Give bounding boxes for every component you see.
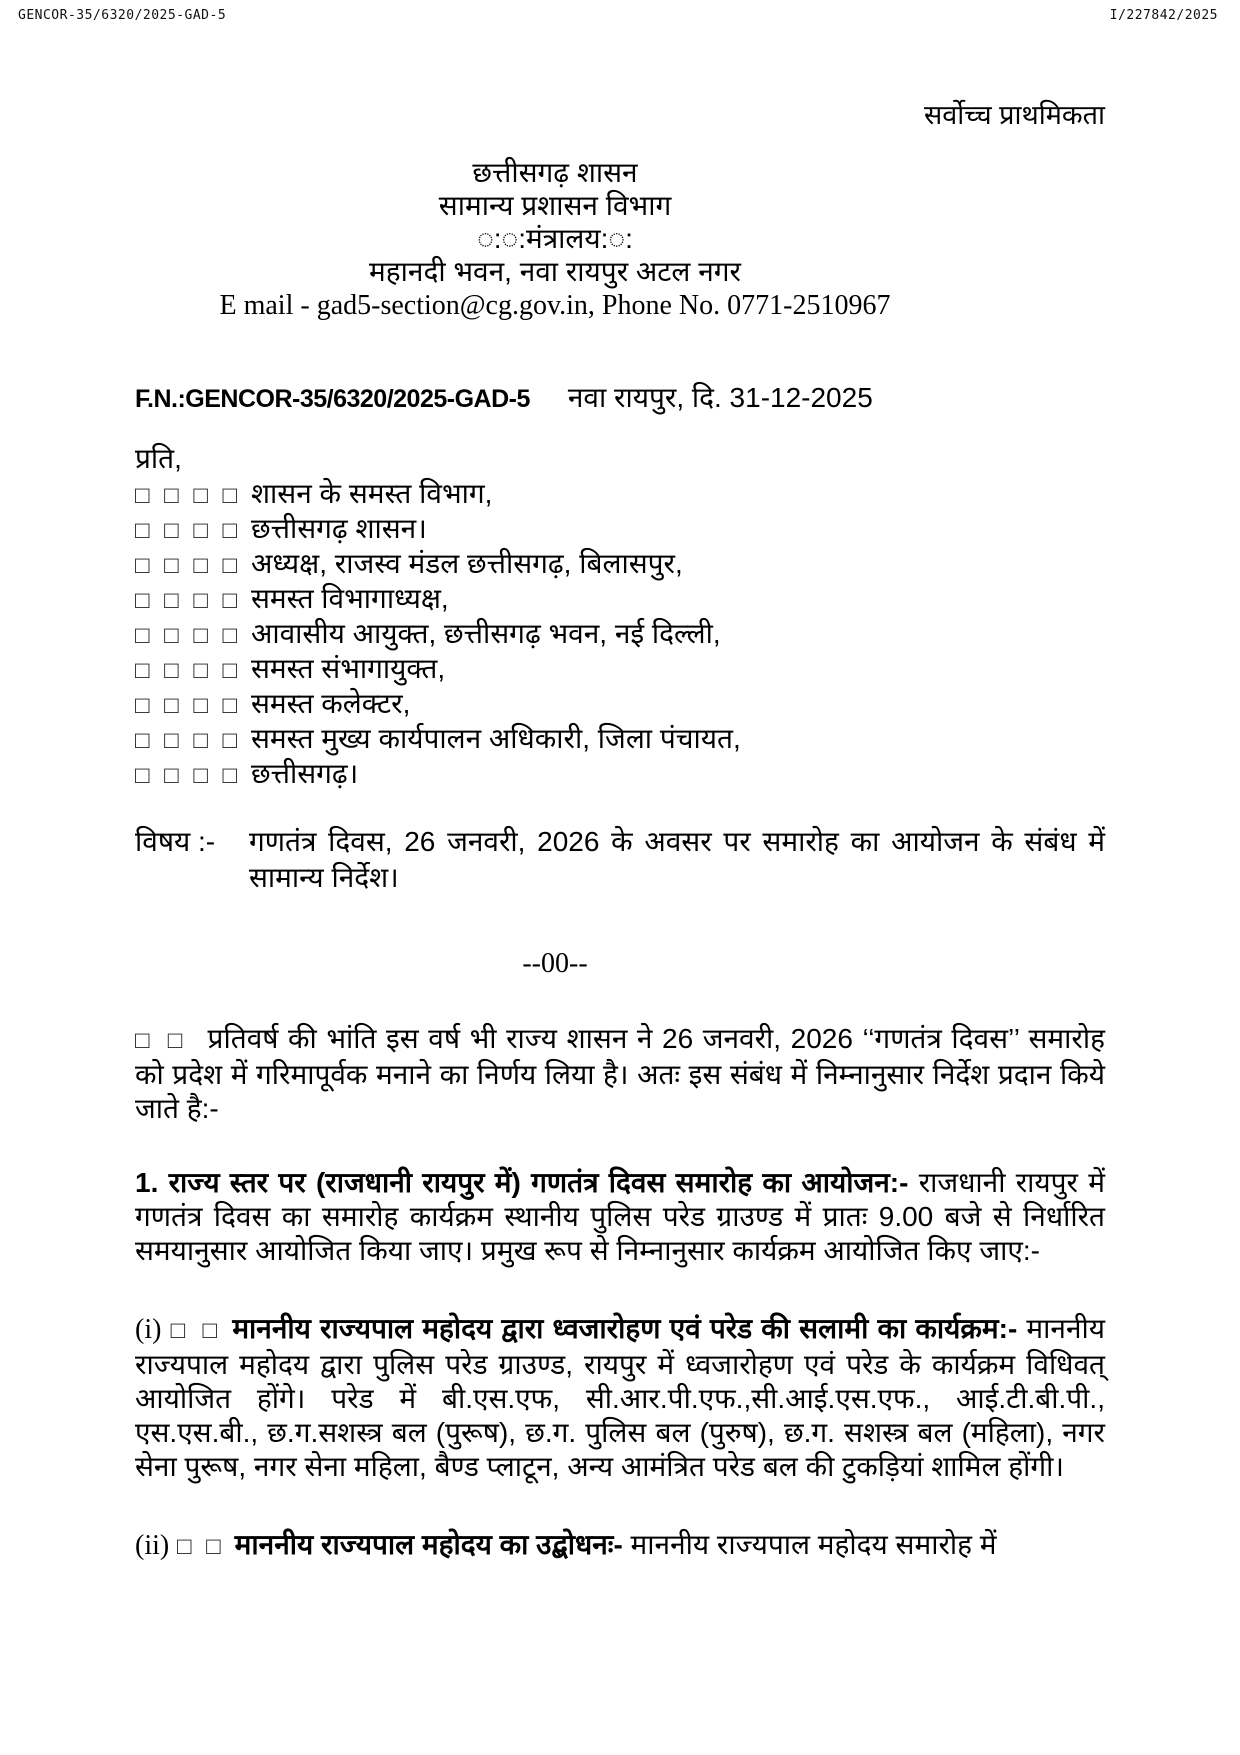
addressee-row [135,512,1105,547]
priority-note: सर्वोच्च प्राथमिकता [924,100,1105,130]
letterhead-ministry-line: ◌:◌:मंत्रालय:◌: [477,223,633,254]
addressee-list [135,477,1105,792]
missing-glyph-boxes: □ □ □ □ [135,482,241,509]
missing-glyph-boxes: □ □ □ □ [135,727,241,754]
addressee-text: समस्त मुख्य कार्यपालन अधिकारी, जिला पंचायत, [251,723,741,754]
missing-glyph-boxes: □ □ [170,1317,223,1344]
addressee-row [135,757,1105,792]
missing-glyph-boxes: □ □ [135,1027,188,1054]
section-1-body: राजधानी रायपुर में गणतंत्र दिवस का समारोह कार्यक्रम स्थानीय पुलिस परेड ग्राउण्ड में प्रातः 9.00 बजे से निर्धारित समयानुसार आयोजित किया जाए। प्रमुख रूप से निम्नानुसार कार्यक्रम आयोजित किए जाए:- [135,1167,1105,1266]
missing-glyph-boxes: □ □ □ □ [135,587,241,614]
item-i-paragraph [135,1312,1105,1484]
subject-text: गणतंत्र दिवस, 26 जनवरी, 2026 के अवसर पर समारोह का आयोजन के संबंध में सामान्य निर्देश। [249,826,1105,893]
addressee-text: छत्तीसगढ़। [251,758,359,789]
header-file-code: GENCOR-35/6320/2025-GAD-5 [18,8,227,23]
missing-glyph-boxes: □ □ □ □ [135,622,241,649]
addressee-text: आवासीय आयुक्त, छत्तीसगढ़ भवन, नई दिल्ली, [251,618,721,649]
addressee-row [135,582,1105,617]
item-i-body: माननीय राज्यपाल महोदय द्वारा पुलिस परेड ग्राउण्ड, रायपुर में ध्वजारोहण एवं परेड के कार्यक्रम विधिवत् आयोजित होंगे। परेड में बी.एस.एफ, सी.आर.पी.एफ.,सी.आई.एस.एफ., आई.टी.बी.पी., एस.एस.बी., छ.ग.सशस्त्र बल (पुरूष), छ.ग. पुलिस बल (पुरुष), छ.ग. सशस्त्र बल (महिला), नगर सेना पुरूष, नगर सेना महिला, बैण्ड प्लाटून, अन्य आमंत्रित परेड बल की टुकड़ियां शामिल होंगी। [135,1313,1105,1482]
item-ii-heading: माननीय राज्यपाल महोदय का उद्बोधनः- [234,1529,623,1560]
separator-00: --00-- [522,948,588,979]
addressee-row [135,477,1105,512]
file-number: F.N.:GENCOR-35/6320/2025-GAD-5 [135,385,530,413]
addressee-text: छत्तीसगढ़ शासन। [251,513,427,544]
letterhead-address: महानदी भवन, नवा रायपुर अटल नगर [369,256,741,287]
addressee-text: समस्त संभागायुक्त, [251,653,446,684]
addressee-text: समस्त विभागाध्यक्ष, [251,583,449,614]
section-1-paragraph [135,1166,1105,1268]
missing-glyph-boxes: □ □ □ □ [135,692,241,719]
letterhead-government: छत्तीसगढ़ शासन [472,157,638,188]
letterhead [135,156,975,324]
place-and-date: नवा रायपुर, दि. 31-12-2025 [567,382,873,413]
missing-glyph-boxes: □ □ □ □ [135,762,241,789]
section-1-heading: 1. राज्य स्तर पर (राजधानी रायपुर में) गणतंत्र दिवस समारोह का आयोजन:- [135,1167,909,1198]
addressee-text: शासन के समस्त विभाग, [251,478,493,509]
addressee-row [135,617,1105,652]
addressee-row [135,687,1105,722]
letterhead-department: सामान्य प्रशासन विभाग [438,190,672,221]
missing-glyph-boxes: □ □ [177,1533,225,1560]
item-ii-paragraph [135,1528,1105,1564]
salutation: प्रति, [135,443,182,474]
missing-glyph-boxes: □ □ □ □ [135,552,241,579]
subject-label: विषय :- [135,826,216,857]
addressee-row [135,722,1105,757]
addressee-row [135,547,1105,582]
header-dispatch-code: I/227842/2025 [1109,8,1218,23]
intro-text: प्रतिवर्ष की भांति इस वर्ष भी राज्य शासन ने 26 जनवरी, 2026 ‘‘गणतंत्र दिवस’’ समारोह को प्रदेश में गरिमापूर्वक मनाने का निर्णय लिया है। अतः इस संबंध में निम्नानुसार निर्देश प्रदान किये जाते है:- [135,1023,1105,1124]
missing-glyph-boxes: □ □ □ □ [135,657,241,684]
item-ii-marker: (ii) [135,1530,170,1561]
subject-row [135,824,1105,896]
item-i-marker: (i) [135,1314,162,1345]
missing-glyph-boxes: □ □ □ □ [135,517,241,544]
item-i-heading: माननीय राज्यपाल महोदय द्वारा ध्वजारोहण एवं परेड की सलामी का कार्यक्रम:- [232,1313,1018,1344]
addressee-row [135,652,1105,687]
addressee-text: समस्त कलेक्टर, [251,688,411,719]
addressee-text: अध्यक्ष, राजस्व मंडल छत्तीसगढ़, बिलासपुर, [251,548,683,579]
item-ii-body: माननीय राज्यपाल महोदय समारोह में [622,1529,997,1560]
reference-line [135,378,1105,416]
intro-paragraph [135,1022,1105,1126]
letterhead-contact: E mail - gad5-section@cg.gov.in, Phone No. 0771-2510967 [219,290,891,321]
